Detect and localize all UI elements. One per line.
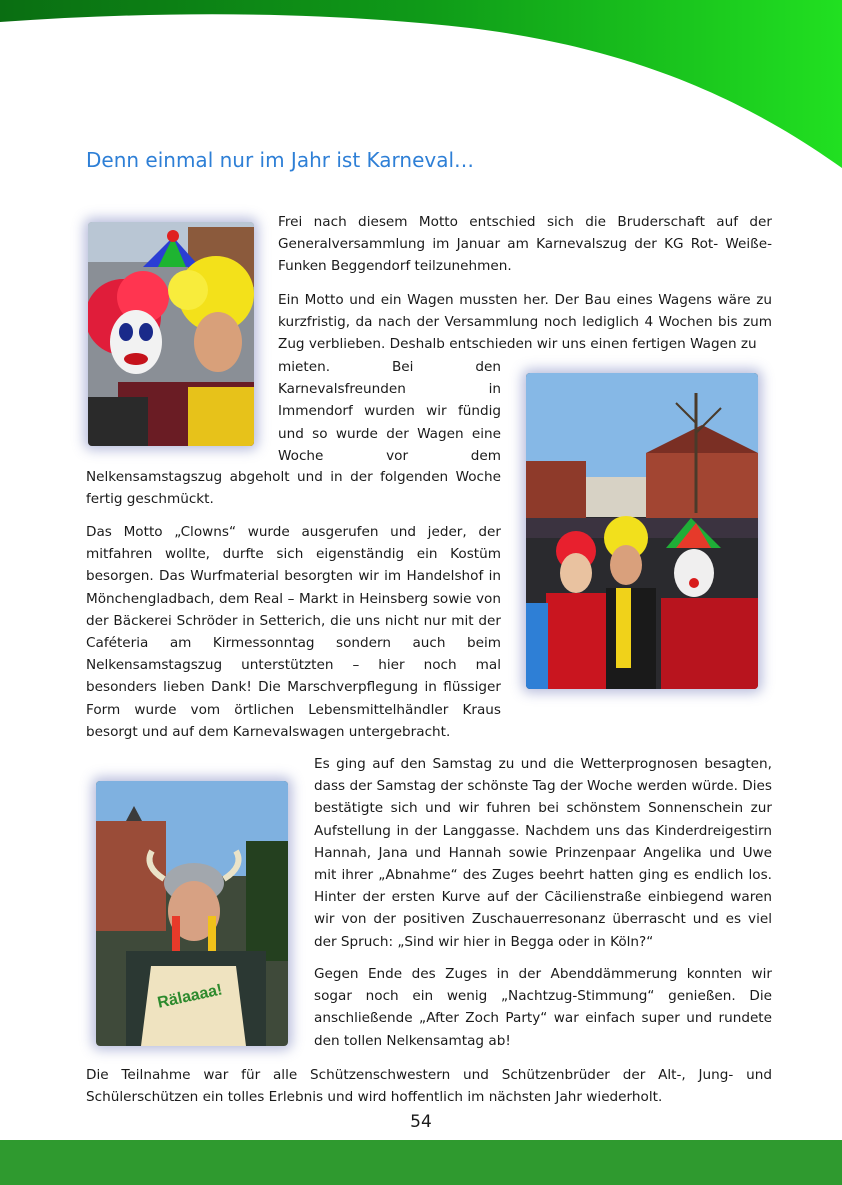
parade-photo-2 bbox=[526, 373, 758, 689]
paragraph-2a: Ein Motto und ein Wagen mussten her. Der Bau eines Wagens wäre zu kurzfristig, da nach der Versammlung noch lediglich 4 Wochen bis zum Zug verblieben. Deshalb entschieden wir uns einen fertigen Wagen zu bbox=[278, 292, 772, 353]
clowns-photo-1 bbox=[88, 222, 254, 446]
paragraph-2b: mieten. Bei den Karnevalsfreunden in Immendorf wurden wir fündig und so wurde der Wagen eine Woche vor dem bbox=[278, 359, 501, 464]
paragraph-2c: Nelkensamstagszug abgeholt und in der folgenden Woche fertig geschmückt. bbox=[86, 469, 501, 508]
paragraph-6: Die Teilnahme war für alle Schützenschwestern und Schützenbrüder der Alt-, Jung- und Schülerschützen ein tolles Erlebnis und wird hoffentlich im nächsten Jahr wiederholt. bbox=[86, 1067, 772, 1106]
paragraph-4: Es ging auf den Samstag zu und die Wetterprognosen besagten, dass der Samstag der schönste Tag der Woche werden würde. Dies bestätigte sich und wir fuhren bei schönstem Sonnenschein zur Aufstellung in der Langgasse. Nachdem uns das Kinderdreigestirn Hannah, Jana und Hannah sowie Prinzenpaar Angelika und Uwe mit ihrer „Abnahme“ des Zuges beehrt hatten ging es endlich los. Hinter der ersten Kurve auf der Cäcilienstraße einbiegend waren wir von der positiven Zuschauerresonanz überrascht und es viel der Spruch: „Sind wir hier in Begga oder in Köln?“ bbox=[314, 756, 772, 950]
viking-clown-photo-3 bbox=[96, 781, 288, 1046]
paragraph-5: Gegen Ende des Zuges in der Abenddämmerung konnten wir sogar noch ein wenig „Nachtzug-Stimmung“ genießen. Die anschließende „After Zoch Party“ war einfach super und rundete den tollen Nelkensamtag ab! bbox=[314, 966, 772, 1049]
apron-text: Rälaaaa! bbox=[156, 981, 224, 1012]
paragraph-1: Frei nach diesem Motto entschied sich die Bruderschaft auf der Generalversammlung im Januar am Karnevalszug der KG Rot- Weiße-Funken Beggendorf teilzunehmen. bbox=[278, 214, 772, 275]
page-title: Denn einmal nur im Jahr ist Karneval… bbox=[86, 148, 475, 172]
footer-band bbox=[0, 1140, 842, 1185]
page-number: 54 bbox=[410, 1112, 432, 1132]
paragraph-3: Das Motto „Clowns“ wurde ausgerufen und jeder, der mitfahren wollte, durfte sich eigenständig ein Kostüm besorgen. Das Wurfmaterial besorgten wir im Handelshof in Mönchengladbach, dem Real – Markt in Heinsberg sowie von der Bäckerei Schröder in Setterich, die uns nicht nur mit der Caféteria am Kirmessonntag sondern auch beim Nelkensamstagszug unterstützten – hier noch mal besonders lieben Dank! Die Marschverpflegung in flüssiger Form wurde vom örtlichen Lebensmittelhändler Kraus besorgt und auf dem Karnevalswagen untergebracht. bbox=[86, 524, 501, 740]
